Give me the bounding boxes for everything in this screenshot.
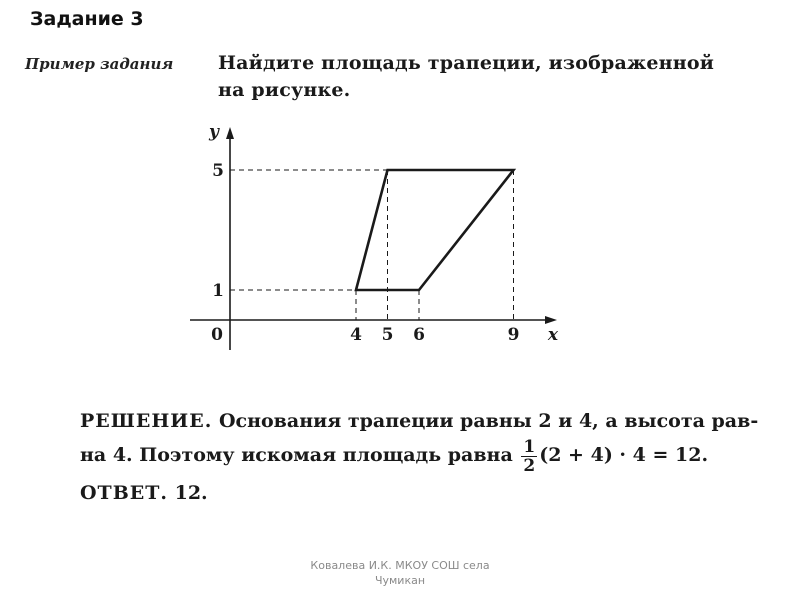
solution-block <box>80 404 760 474</box>
problem-line-2: на рисунке. <box>218 79 351 101</box>
x-tick-label: 4 <box>350 325 362 345</box>
y-tick-label: 5 <box>212 161 224 181</box>
formula-rest: (2 + 4) · 4 = 12. <box>539 444 709 466</box>
problem-line-1: Найдите площадь трапеции, изображенной <box>218 52 715 74</box>
y-axis-arrow <box>226 127 234 139</box>
answer-label: ОТВЕТ. <box>80 482 168 504</box>
solution-label: РЕШЕНИЕ. <box>80 410 213 432</box>
fraction-numerator: 1 <box>523 436 536 457</box>
answer-value: 12. <box>174 482 208 504</box>
x-axis-arrow <box>545 316 557 324</box>
solution-text-2: на 4. Поэтому искомая площадь равна <box>80 444 513 466</box>
y-tick-label: 1 <box>212 281 224 301</box>
task-title: Задание 3 <box>30 8 144 30</box>
example-label: Пример задания <box>25 55 174 73</box>
footer-credit <box>280 558 520 588</box>
footer-line-2: Чумикан <box>374 574 426 587</box>
footer-line-1: Ковалева И.К. МКОУ СОШ села <box>310 559 490 572</box>
answer-block <box>80 482 208 504</box>
solution-line-2 <box>80 438 760 474</box>
trapezoid-shape <box>356 170 514 290</box>
x-axis-label: x <box>547 325 559 345</box>
y-axis-label: y <box>209 122 219 142</box>
solution-line-1 <box>80 404 760 438</box>
x-tick-label: 6 <box>413 325 425 345</box>
solution-text-1: Основания трапеции равны 2 и 4, а высота рав- <box>218 410 759 432</box>
x-tick-label: 5 <box>381 325 394 345</box>
x-tick-label: 9 <box>507 325 520 345</box>
fraction-one-half <box>521 436 537 476</box>
fraction-denominator: 2 <box>523 455 536 476</box>
origin-label: 0 <box>211 325 223 345</box>
